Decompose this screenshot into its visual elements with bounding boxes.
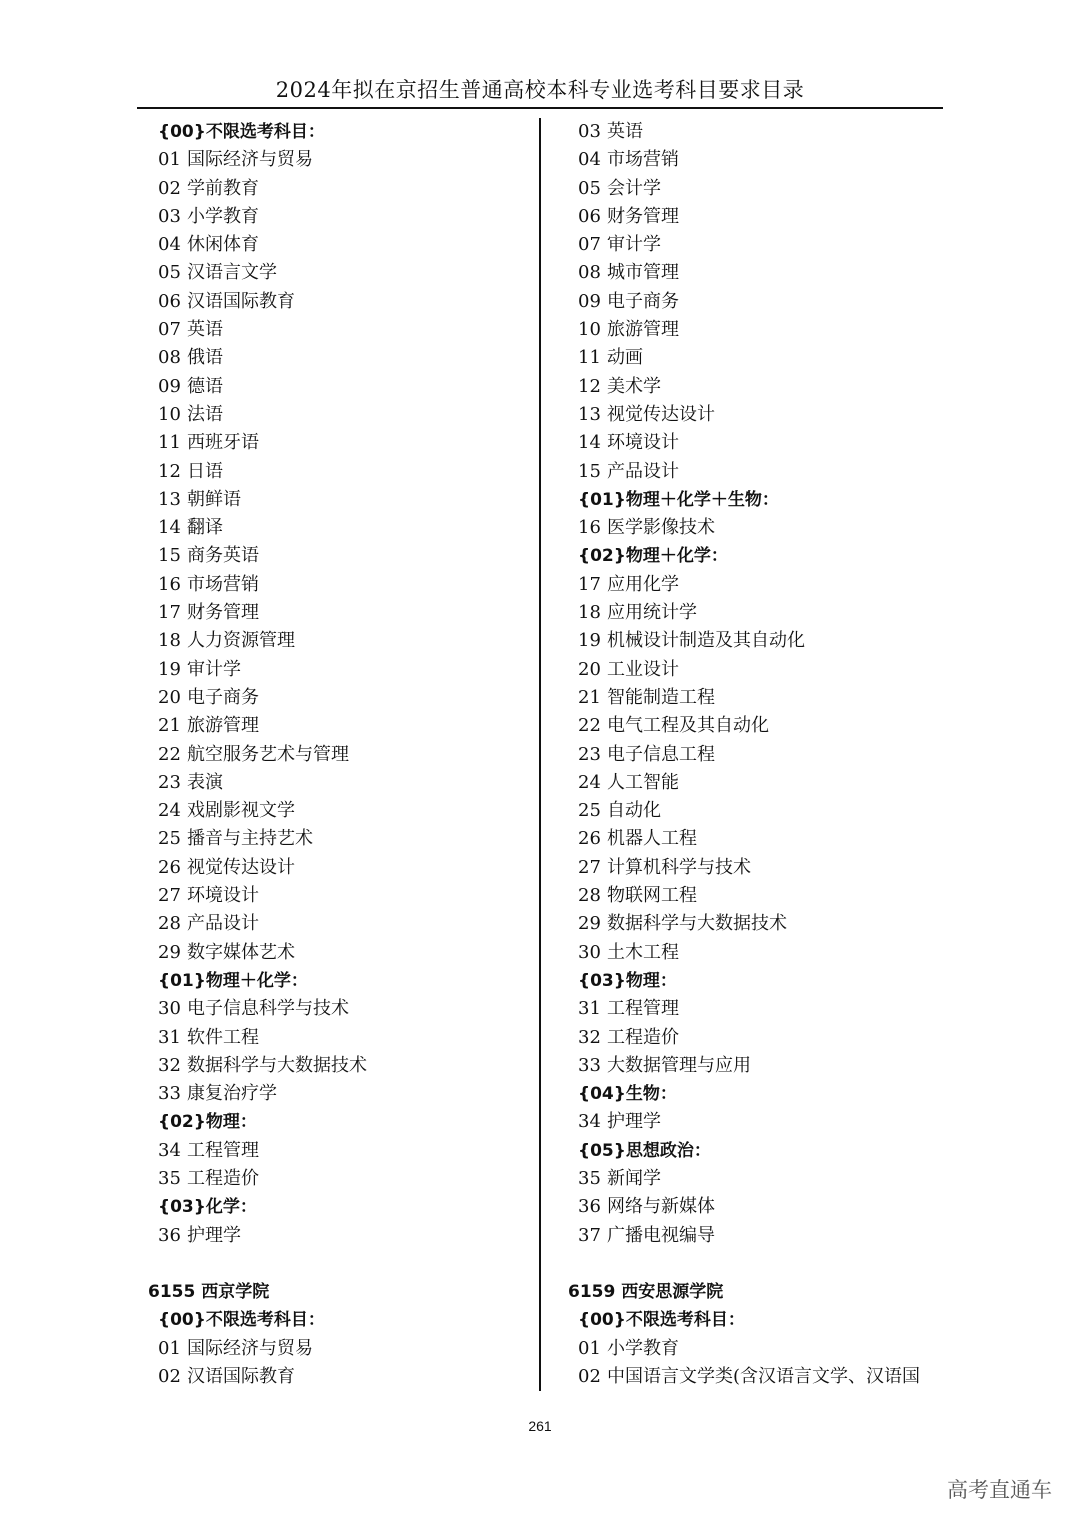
major-item [158,741,528,769]
major-number: 26 [158,856,181,878]
major-name: 日语 [187,460,223,482]
major-name: 国际经济与贸易 [187,1337,313,1359]
major-number: 09 [158,375,181,397]
major-number: 30 [578,941,601,963]
major-name: 市场营销 [607,149,679,171]
major-number: 15 [158,545,181,567]
major-name: 英语 [607,121,643,142]
major-item [158,627,528,655]
right-column [568,118,953,1391]
subject-requirement-label: {01}物理＋化学： [158,970,308,991]
major-name: 医学影像技术 [607,517,715,539]
major-name: 软件工程 [187,1026,259,1048]
major-name: 护理学 [187,1224,241,1246]
major-number: 03 [578,121,601,142]
major-item [578,712,953,740]
major-name: 视觉传达设计 [607,403,715,425]
major-number: 01 [578,1337,601,1359]
major-number: 34 [578,1111,601,1133]
major-name: 审计学 [607,234,661,256]
major-name: 数据科学与大数据技术 [187,1054,367,1076]
major-number: 19 [158,658,181,680]
subject-requirement-heading [158,1306,528,1334]
major-name: 产品设计 [607,460,679,482]
major-item [158,401,528,429]
major-item [578,373,953,401]
major-item [158,684,528,712]
major-item [578,627,953,655]
major-number: 28 [158,913,181,935]
subject-requirement-label: {03}物理： [578,970,677,991]
major-item [158,1335,528,1363]
major-name: 学前教育 [187,177,259,199]
major-number: 26 [578,828,601,850]
major-item [578,429,953,457]
major-number: 22 [158,743,181,765]
major-item [578,401,953,429]
major-number: 02 [578,1366,601,1388]
major-number: 06 [158,290,181,312]
major-item [158,458,528,486]
major-number: 02 [158,1366,181,1388]
major-item [578,939,953,967]
major-item [158,854,528,882]
major-number: 13 [578,403,601,425]
major-item [158,175,528,203]
major-number: 02 [158,177,181,199]
subject-requirement-label: {03}化学： [158,1197,257,1218]
major-number: 27 [578,856,601,878]
major-item [578,175,953,203]
major-number: 31 [578,998,601,1020]
major-name: 财务管理 [187,602,259,624]
major-name: 俄语 [187,347,223,369]
major-name: 播音与主持艺术 [187,828,313,850]
major-name: 汉语言文学 [187,262,277,284]
major-item [158,1137,528,1165]
major-item [578,146,953,174]
major-item [578,825,953,853]
major-number: 34 [158,1139,181,1161]
major-name: 人工智能 [607,771,679,793]
major-number: 14 [578,432,601,454]
major-name: 国际经济与贸易 [187,149,313,171]
major-number: 27 [158,885,181,907]
major-item [578,882,953,910]
major-item [578,1108,953,1136]
major-name: 智能制造工程 [607,686,715,708]
major-name: 旅游管理 [187,715,259,737]
major-number: 21 [158,715,181,737]
major-item [158,882,528,910]
major-number: 01 [158,149,181,171]
major-item [158,316,528,344]
school-name: 6155 西京学院 [148,1282,270,1303]
major-name: 土木工程 [607,941,679,963]
major-item [158,429,528,457]
major-name: 电气工程及其自动化 [607,715,769,737]
major-name: 小学教育 [187,205,259,227]
major-item [158,231,528,259]
major-name: 汉语国际教育 [187,290,295,312]
major-name: 护理学 [607,1111,661,1133]
major-item [158,542,528,570]
major-item [578,571,953,599]
major-item [578,1335,953,1363]
major-name: 工程造价 [607,1026,679,1048]
major-number: 10 [158,403,181,425]
major-name: 美术学 [607,375,661,397]
major-number: 29 [578,913,601,935]
subject-requirement-label: {02}物理＋化学： [578,546,728,567]
major-name: 机器人工程 [607,828,697,850]
major-name: 西班牙语 [187,432,259,454]
major-number: 05 [158,262,181,284]
major-name: 视觉传达设计 [187,856,295,878]
major-item [158,825,528,853]
major-number: 24 [158,800,181,822]
subject-requirement-heading [158,118,528,146]
major-name: 戏剧影视文学 [187,800,295,822]
subject-requirement-label: {01}物理＋化学＋生物： [578,489,779,510]
major-item [578,910,953,938]
major-item [578,203,953,231]
major-item [578,259,953,287]
major-name: 财务管理 [607,205,679,227]
major-number: 09 [578,290,601,312]
major-item [158,1052,528,1080]
major-number: 23 [158,771,181,793]
major-number: 15 [578,460,601,482]
major-item [158,288,528,316]
major-name: 旅游管理 [607,319,679,341]
major-name: 网络与新媒体 [607,1196,715,1218]
major-number: 25 [158,828,181,850]
major-name: 电子信息科学与技术 [187,998,349,1020]
major-name: 环境设计 [187,885,259,907]
major-item [578,995,953,1023]
subject-requirement-heading [158,1108,528,1136]
major-number: 23 [578,743,601,765]
major-item [158,910,528,938]
major-name: 工业设计 [607,658,679,680]
major-item [158,1363,528,1391]
major-item [158,373,528,401]
major-name: 工程管理 [607,998,679,1020]
major-name: 翻译 [187,517,223,539]
major-item [158,1165,528,1193]
header-rule [137,107,943,109]
major-number: 29 [158,941,181,963]
major-name: 产品设计 [187,913,259,935]
major-number: 12 [578,375,601,397]
major-number: 04 [578,149,601,171]
major-number: 05 [578,177,601,199]
major-item [578,1165,953,1193]
major-number: 32 [578,1026,601,1048]
subject-requirement-heading [158,967,528,995]
major-name: 广播电视编导 [607,1224,715,1246]
school-name: 6159 西安思源学院 [568,1282,724,1303]
major-number: 10 [578,319,601,341]
major-number: 12 [158,460,181,482]
major-number: 25 [578,800,601,822]
major-number: 14 [158,517,181,539]
major-number: 18 [578,602,601,624]
major-item [158,1080,528,1108]
major-name: 工程造价 [187,1167,259,1189]
major-name: 德语 [187,375,223,397]
major-item [578,599,953,627]
left-column [148,118,528,1391]
subject-requirement-label: {00}不限选考科目： [578,1310,745,1331]
major-number: 31 [158,1026,181,1048]
subject-requirement-heading [158,1193,528,1221]
major-name: 会计学 [607,177,661,199]
major-item [158,939,528,967]
major-name: 航空服务艺术与管理 [187,743,349,765]
subject-requirement-heading [578,486,953,514]
page-number: 261 [528,1418,552,1434]
major-item [158,514,528,542]
major-item [578,1222,953,1250]
major-item [578,684,953,712]
major-item [578,344,953,372]
major-number: 33 [158,1083,181,1105]
major-number: 16 [578,517,601,539]
major-item [578,741,953,769]
major-item [158,1222,528,1250]
subject-requirement-label: {02}物理： [158,1112,257,1133]
page-title: 2024年拟在京招生普通高校本科专业选考科目要求目录 [275,78,805,102]
major-item [158,712,528,740]
major-number: 37 [578,1224,601,1246]
major-item [578,797,953,825]
major-number: 19 [578,630,601,652]
major-name: 城市管理 [607,262,679,284]
major-item [578,1052,953,1080]
major-item [158,146,528,174]
major-number: 07 [578,234,601,256]
major-name: 动画 [607,347,643,369]
major-number: 01 [158,1337,181,1359]
subject-requirement-heading [578,1137,953,1165]
major-number: 18 [158,630,181,652]
major-item [578,316,953,344]
major-item [578,231,953,259]
major-number: 17 [578,573,601,595]
major-item [158,486,528,514]
major-name: 应用化学 [607,573,679,595]
major-item [158,656,528,684]
major-number: 30 [158,998,181,1020]
major-item [158,797,528,825]
major-name: 康复治疗学 [187,1083,277,1105]
major-name: 商务英语 [187,545,259,567]
major-number: 35 [158,1167,181,1189]
major-item [158,1024,528,1052]
major-name: 中国语言文学类(含汉语言文学、汉语国 [607,1366,921,1388]
major-name: 电子商务 [187,686,259,708]
major-number: 07 [158,319,181,341]
major-name: 人力资源管理 [187,630,295,652]
major-item [158,571,528,599]
subject-requirement-heading [578,1306,953,1334]
major-number: 17 [158,602,181,624]
school-heading [568,1278,953,1306]
major-name: 环境设计 [607,432,679,454]
major-name: 工程管理 [187,1139,259,1161]
major-number: 33 [578,1054,601,1076]
major-number: 20 [578,658,601,680]
major-number: 21 [578,686,601,708]
major-name: 应用统计学 [607,602,697,624]
major-number: 36 [158,1224,181,1246]
major-item [578,854,953,882]
major-item [158,203,528,231]
major-item [158,995,528,1023]
major-name: 电子信息工程 [607,743,715,765]
major-name: 电子商务 [607,290,679,312]
column-divider [539,118,541,1391]
blank-line [578,1250,953,1278]
major-number: 03 [158,205,181,227]
major-number: 20 [158,686,181,708]
major-name: 小学教育 [607,1337,679,1359]
major-item [578,1193,953,1221]
major-name: 英语 [187,319,223,341]
major-item [158,344,528,372]
major-number: 13 [158,488,181,510]
major-item [578,118,953,146]
major-number: 04 [158,234,181,256]
major-name: 数字媒体艺术 [187,941,295,963]
school-heading [148,1278,528,1306]
major-number: 16 [158,573,181,595]
major-item [158,599,528,627]
major-item [158,769,528,797]
major-name: 法语 [187,403,223,425]
subject-requirement-heading [578,1080,953,1108]
major-number: 11 [158,432,181,454]
subject-requirement-label: {00}不限选考科目： [158,1310,325,1331]
major-item [578,458,953,486]
major-name: 审计学 [187,658,241,680]
major-number: 36 [578,1196,601,1218]
major-name: 数据科学与大数据技术 [607,913,787,935]
major-item [578,514,953,542]
major-item [578,1363,953,1391]
subject-requirement-heading [578,542,953,570]
major-item [578,288,953,316]
major-item [578,769,953,797]
subject-requirement-heading [578,967,953,995]
major-number: 11 [578,347,601,369]
major-name: 休闲体育 [187,234,259,256]
major-number: 08 [578,262,601,284]
major-name: 表演 [187,771,223,793]
major-number: 32 [158,1054,181,1076]
major-name: 物联网工程 [607,885,697,907]
major-name: 朝鲜语 [187,488,241,510]
major-name: 汉语国际教育 [187,1366,295,1388]
major-number: 06 [578,205,601,227]
major-number: 08 [158,347,181,369]
major-number: 28 [578,885,601,907]
major-item [578,1024,953,1052]
major-name: 市场营销 [187,573,259,595]
major-name: 新闻学 [607,1167,661,1189]
subject-requirement-label: {00}不限选考科目： [158,122,325,142]
blank-line [158,1250,528,1278]
major-item [578,656,953,684]
major-number: 24 [578,771,601,793]
subject-requirement-label: {05}思想政治： [578,1140,711,1161]
major-name: 大数据管理与应用 [607,1054,751,1076]
major-name: 计算机科学与技术 [607,856,751,878]
major-name: 机械设计制造及其自动化 [607,630,805,652]
major-name: 自动化 [607,800,661,822]
major-item [158,259,528,287]
major-number: 35 [578,1167,601,1189]
major-number: 22 [578,715,601,737]
watermark: 高考直通车 [947,1478,1052,1502]
subject-requirement-label: {04}生物： [578,1084,677,1105]
